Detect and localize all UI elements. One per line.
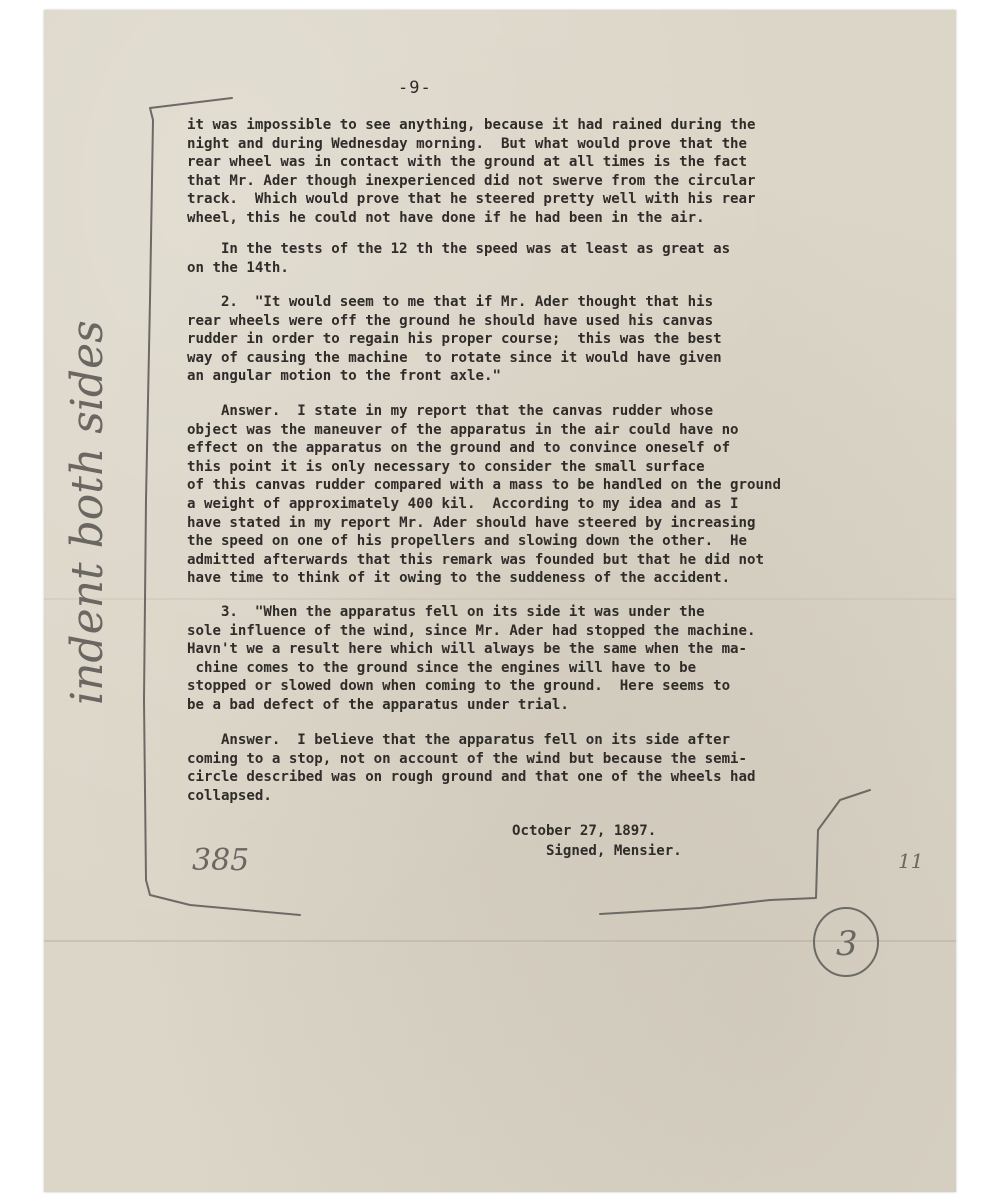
letter-date: October 27, 1897. — [512, 823, 657, 839]
tick-mark: 11 — [898, 849, 924, 873]
paper-fold-crease — [44, 940, 956, 942]
paper-fold-crease — [44, 598, 956, 600]
signature-line: Signed, Mensier. — [512, 842, 682, 859]
paragraph-answer-3: Answer. I believe that the apparatus fell on its side after coming to a stop, not on account of the wind but because the semi- circle described was on rough ground and that one of the wheels had collapsed. — [187, 732, 756, 804]
paragraph-question-2: 2. "It would seem to me that if Mr. Ader thought that his rear wheels were off the ground he should have used his canvas rudder in order to regain his proper course; this was the best way of causing the machine to rotate since it would have given an angular motion to the front axle." — [187, 294, 722, 385]
paragraph-speed-tests: In the tests of the 12 th the speed was at least as great as on the 14th. — [187, 241, 731, 276]
paragraph-answer-2: Answer. I state in my report that the canvas rudder whose object was the maneuver of the apparatus in the air could have no effect on the apparatus on the ground and to convince oneself of this point it is only necessary to consider the small surface of this canvas rudder compared with a mass to be handled on the ground a weight of approximately 400 kil. According to my idea and as I have stated in my report Mr. Ader should have steered by increasing the speed on one of his propellers and slowing down the other. He admitted afterwards that this remark was founded but that he did not have time to think of it owing to the suddeness of the accident. — [187, 403, 781, 587]
page-number: -9- — [398, 78, 432, 98]
paragraph-question-3: 3. "When the apparatus fell on its side it was under the sole influence of the wind, since Mr. Ader had stopped the machine. Havn't we a result here which will always be the same when the ma- chine comes to the ground since the engines will have to be stopped or slowed down when coming to the ground. Here seems to be a bad defect of the apparatus under trial. — [187, 604, 756, 713]
margin-note: indent both sides — [62, 320, 113, 705]
circled-number: 3 — [836, 924, 858, 964]
paragraph-continuation: it was impossible to see anything, because it had rained during the night and during Wednesday morning. But what would prove that the rear wheel was in contact with the ground at all times is the fact that Mr. Ader though inexperienced did not swerve from the circular track. Which would prove that he steered pretty well with his rear wheel, this he could not have done if he had been in the air. — [187, 117, 756, 226]
folio-number: 385 — [192, 843, 250, 878]
date-and-signature — [512, 822, 682, 861]
